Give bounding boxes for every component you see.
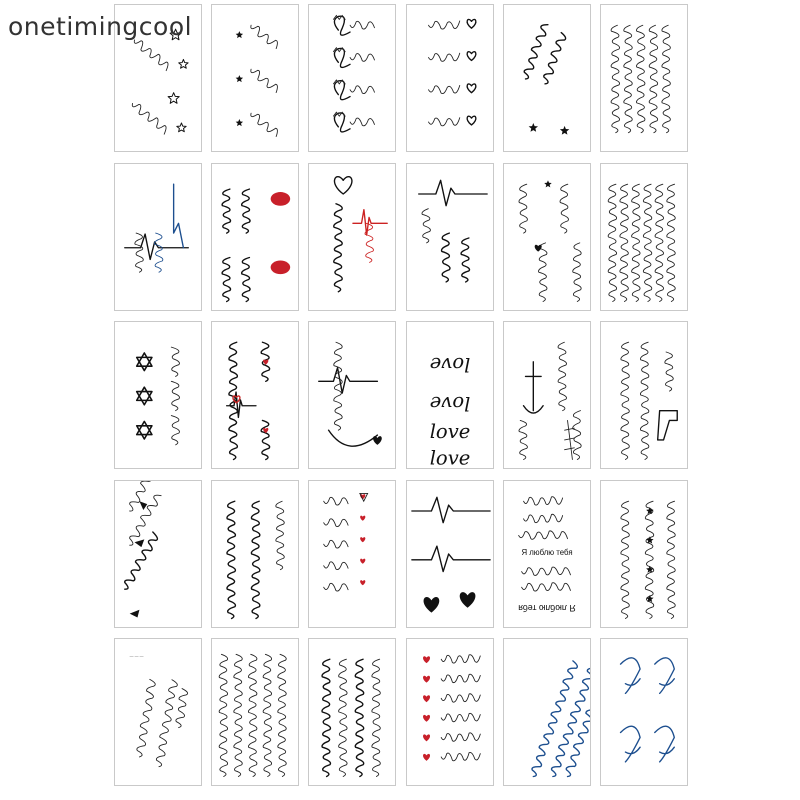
tattoo-sheet	[114, 480, 202, 628]
tattoo-sheet	[308, 638, 396, 786]
tattoo-sheet	[211, 638, 299, 786]
tattoo-sheet	[503, 321, 591, 469]
tattoo-design	[504, 639, 590, 785]
tattoo-design	[407, 164, 493, 310]
love-text-1: love	[429, 352, 470, 376]
tattoo-design	[309, 322, 395, 468]
tattoo-design	[407, 481, 493, 627]
love-text-3: love	[429, 420, 470, 443]
tattoo-sheet	[114, 163, 202, 311]
svg-text:— — —: — — —	[129, 653, 144, 659]
tattoo-design	[601, 5, 687, 151]
tattoo-design	[309, 639, 395, 785]
pendant-text: Я люблю тебя	[521, 547, 573, 557]
tattoo-design	[309, 481, 395, 627]
tattoo-sheet	[406, 4, 494, 152]
tattoo-sheet	[406, 638, 494, 786]
tattoo-sheet-grid	[114, 4, 688, 794]
tattoo-sheet	[503, 163, 591, 311]
tattoo-sheet	[308, 480, 396, 628]
tattoo-sheet	[308, 4, 396, 152]
tattoo-sheet	[308, 321, 396, 469]
tattoo-design	[601, 322, 687, 468]
tattoo-sheet	[211, 4, 299, 152]
tattoo-sheet	[406, 163, 494, 311]
tattoo-design	[407, 5, 493, 151]
tattoo-sheet	[114, 321, 202, 469]
store-watermark: onetimingcool	[8, 12, 193, 41]
tattoo-design	[115, 164, 201, 310]
tattoo-sheet	[503, 480, 591, 628]
tattoo-design	[601, 164, 687, 310]
tattoo-sheet	[211, 321, 299, 469]
tattoo-design	[115, 481, 201, 627]
tattoo-design	[212, 322, 298, 468]
tattoo-sheet	[600, 480, 688, 628]
tattoo-design	[504, 164, 590, 310]
tattoo-sheet	[503, 638, 591, 786]
tattoo-sheet	[600, 321, 688, 469]
tattoo-sheet	[406, 321, 494, 469]
tattoo-sheet	[600, 4, 688, 152]
tattoo-sheet	[600, 163, 688, 311]
tattoo-design	[212, 639, 298, 785]
tattoo-design	[309, 164, 395, 310]
love-text-2: love	[429, 391, 470, 415]
tattoo-design	[504, 481, 590, 627]
tattoo-design	[115, 322, 201, 468]
tattoo-design	[212, 5, 298, 151]
tattoo-design	[601, 639, 687, 785]
tattoo-design	[504, 322, 590, 468]
tattoo-sheet	[503, 4, 591, 152]
tattoo-sheet	[211, 163, 299, 311]
tattoo-sheet	[114, 638, 202, 786]
tattoo-design	[212, 164, 298, 310]
love-text-4: love	[429, 446, 470, 468]
tattoo-design	[115, 639, 201, 785]
tattoo-sheet	[406, 480, 494, 628]
tattoo-design	[212, 481, 298, 627]
tattoo-sheet	[211, 480, 299, 628]
tattoo-design	[504, 5, 590, 151]
tattoo-design	[407, 322, 493, 468]
tattoo-design	[601, 481, 687, 627]
pendant-text-mirrored: Я люблю тебя	[518, 602, 576, 613]
tattoo-design	[407, 639, 493, 785]
tattoo-design	[309, 5, 395, 151]
tattoo-sheet	[308, 163, 396, 311]
tattoo-sheet	[600, 638, 688, 786]
